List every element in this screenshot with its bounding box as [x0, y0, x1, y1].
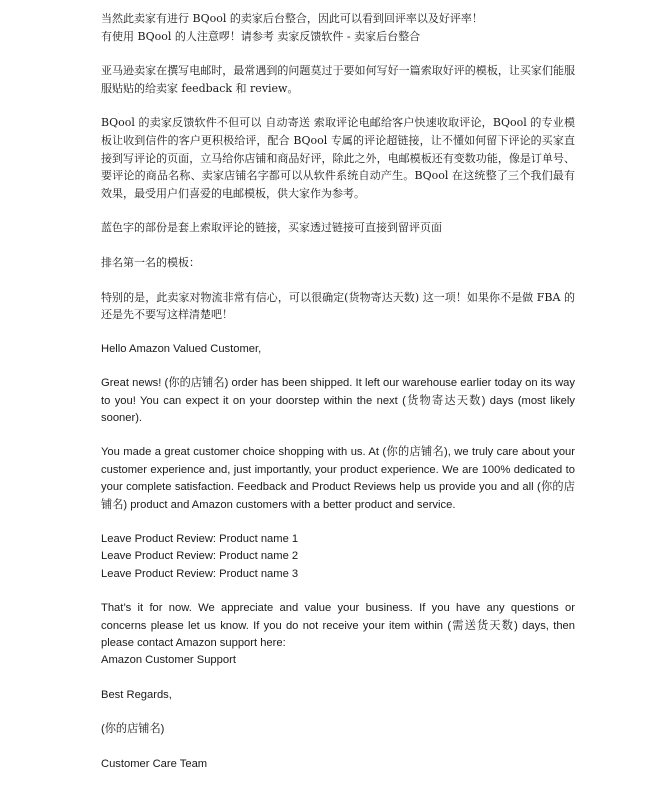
email-store-name: (你的店铺名)	[101, 723, 165, 736]
document-body	[101, 10, 575, 790]
intro-line-1: 当然此卖家有进行 BQool 的卖家后台整合，因此可以看到回评率以及好评率！	[101, 12, 483, 25]
paragraph-blue-text-note: 蓝色字的部份是套上索取评论的链接，买家透过链接可直接到留评页面	[101, 221, 442, 235]
paragraph-bqool-feedback: BQool 的卖家反馈软件不但可以 自动寄送 索取评论电邮给客户快速收取评论，BQool 的专业模板让收到信件的客户更积极给评，配合 BQool 专属的评论超链接，让不懂如何留下评论的买家直接到写评论的页面，立马给你店铺和商品好评，除此之外，电邮模板还有变数功能，像是订单号、要评论的商品名称、卖家店铺名字都可以从软件系统自动产生。BQool 在这统整了三个我们最有效果，最受用户们喜爱的电邮模板，供大家作为参考。	[101, 116, 575, 200]
review-link-3: Leave Product Review: Product name 3	[101, 567, 299, 580]
review-link-2: Leave Product Review: Product name 2	[101, 550, 299, 563]
email-great-news: Great news! (你的店铺名) order has been shipped. It left our warehouse earlier today on its way to you! You can expect it on your doorstep within the next (货物寄达天数) days (most likely sooner).	[101, 377, 575, 424]
email-regards: Best Regards,	[101, 688, 172, 701]
email-thanks: That’s it for now. We appreciate and value your business. If you have any questions or concerns please let us know. If you do not receive your item within (需送货天数) days, then please contact Amazon support here:	[101, 602, 575, 649]
paragraph-amazon-seller: 亚马逊卖家在撰写电邮时，最常遇到的问题莫过于要如何写好一篇索取好评的模板，让买家们能服服贴贴的给卖家 feedback 和 review。	[101, 64, 575, 95]
intro-line-2: 有使用 BQool 的人注意啰！请参考 卖家反馈软件 - 卖家后台整合	[101, 29, 421, 43]
paragraph-rank-first: 排名第一名的模板：	[101, 255, 200, 269]
email-customer-choice: You made a great customer choice shopping with us. At (你的店铺名), we truly care about your customer experience and, just importantly, your product experience. We are 100% dedicated to your complete satisfaction. Feedback and Product Reviews help us provide you and all (你的店铺名) product and Amazon customers with a better product and service.	[101, 446, 575, 511]
email-support-link: Amazon Customer Support	[101, 654, 236, 667]
review-link-1: Leave Product Review: Product name 1	[101, 532, 299, 545]
email-team: Customer Care Team	[101, 757, 208, 770]
paragraph-special-note: 特别的是，此卖家对物流非常有信心，可以很确定(货物寄达天数) 这一项！如果你不是做 FBA 的还是先不要写这样清楚吧！	[101, 290, 575, 322]
email-greeting: Hello Amazon Valued Customer,	[101, 342, 262, 355]
